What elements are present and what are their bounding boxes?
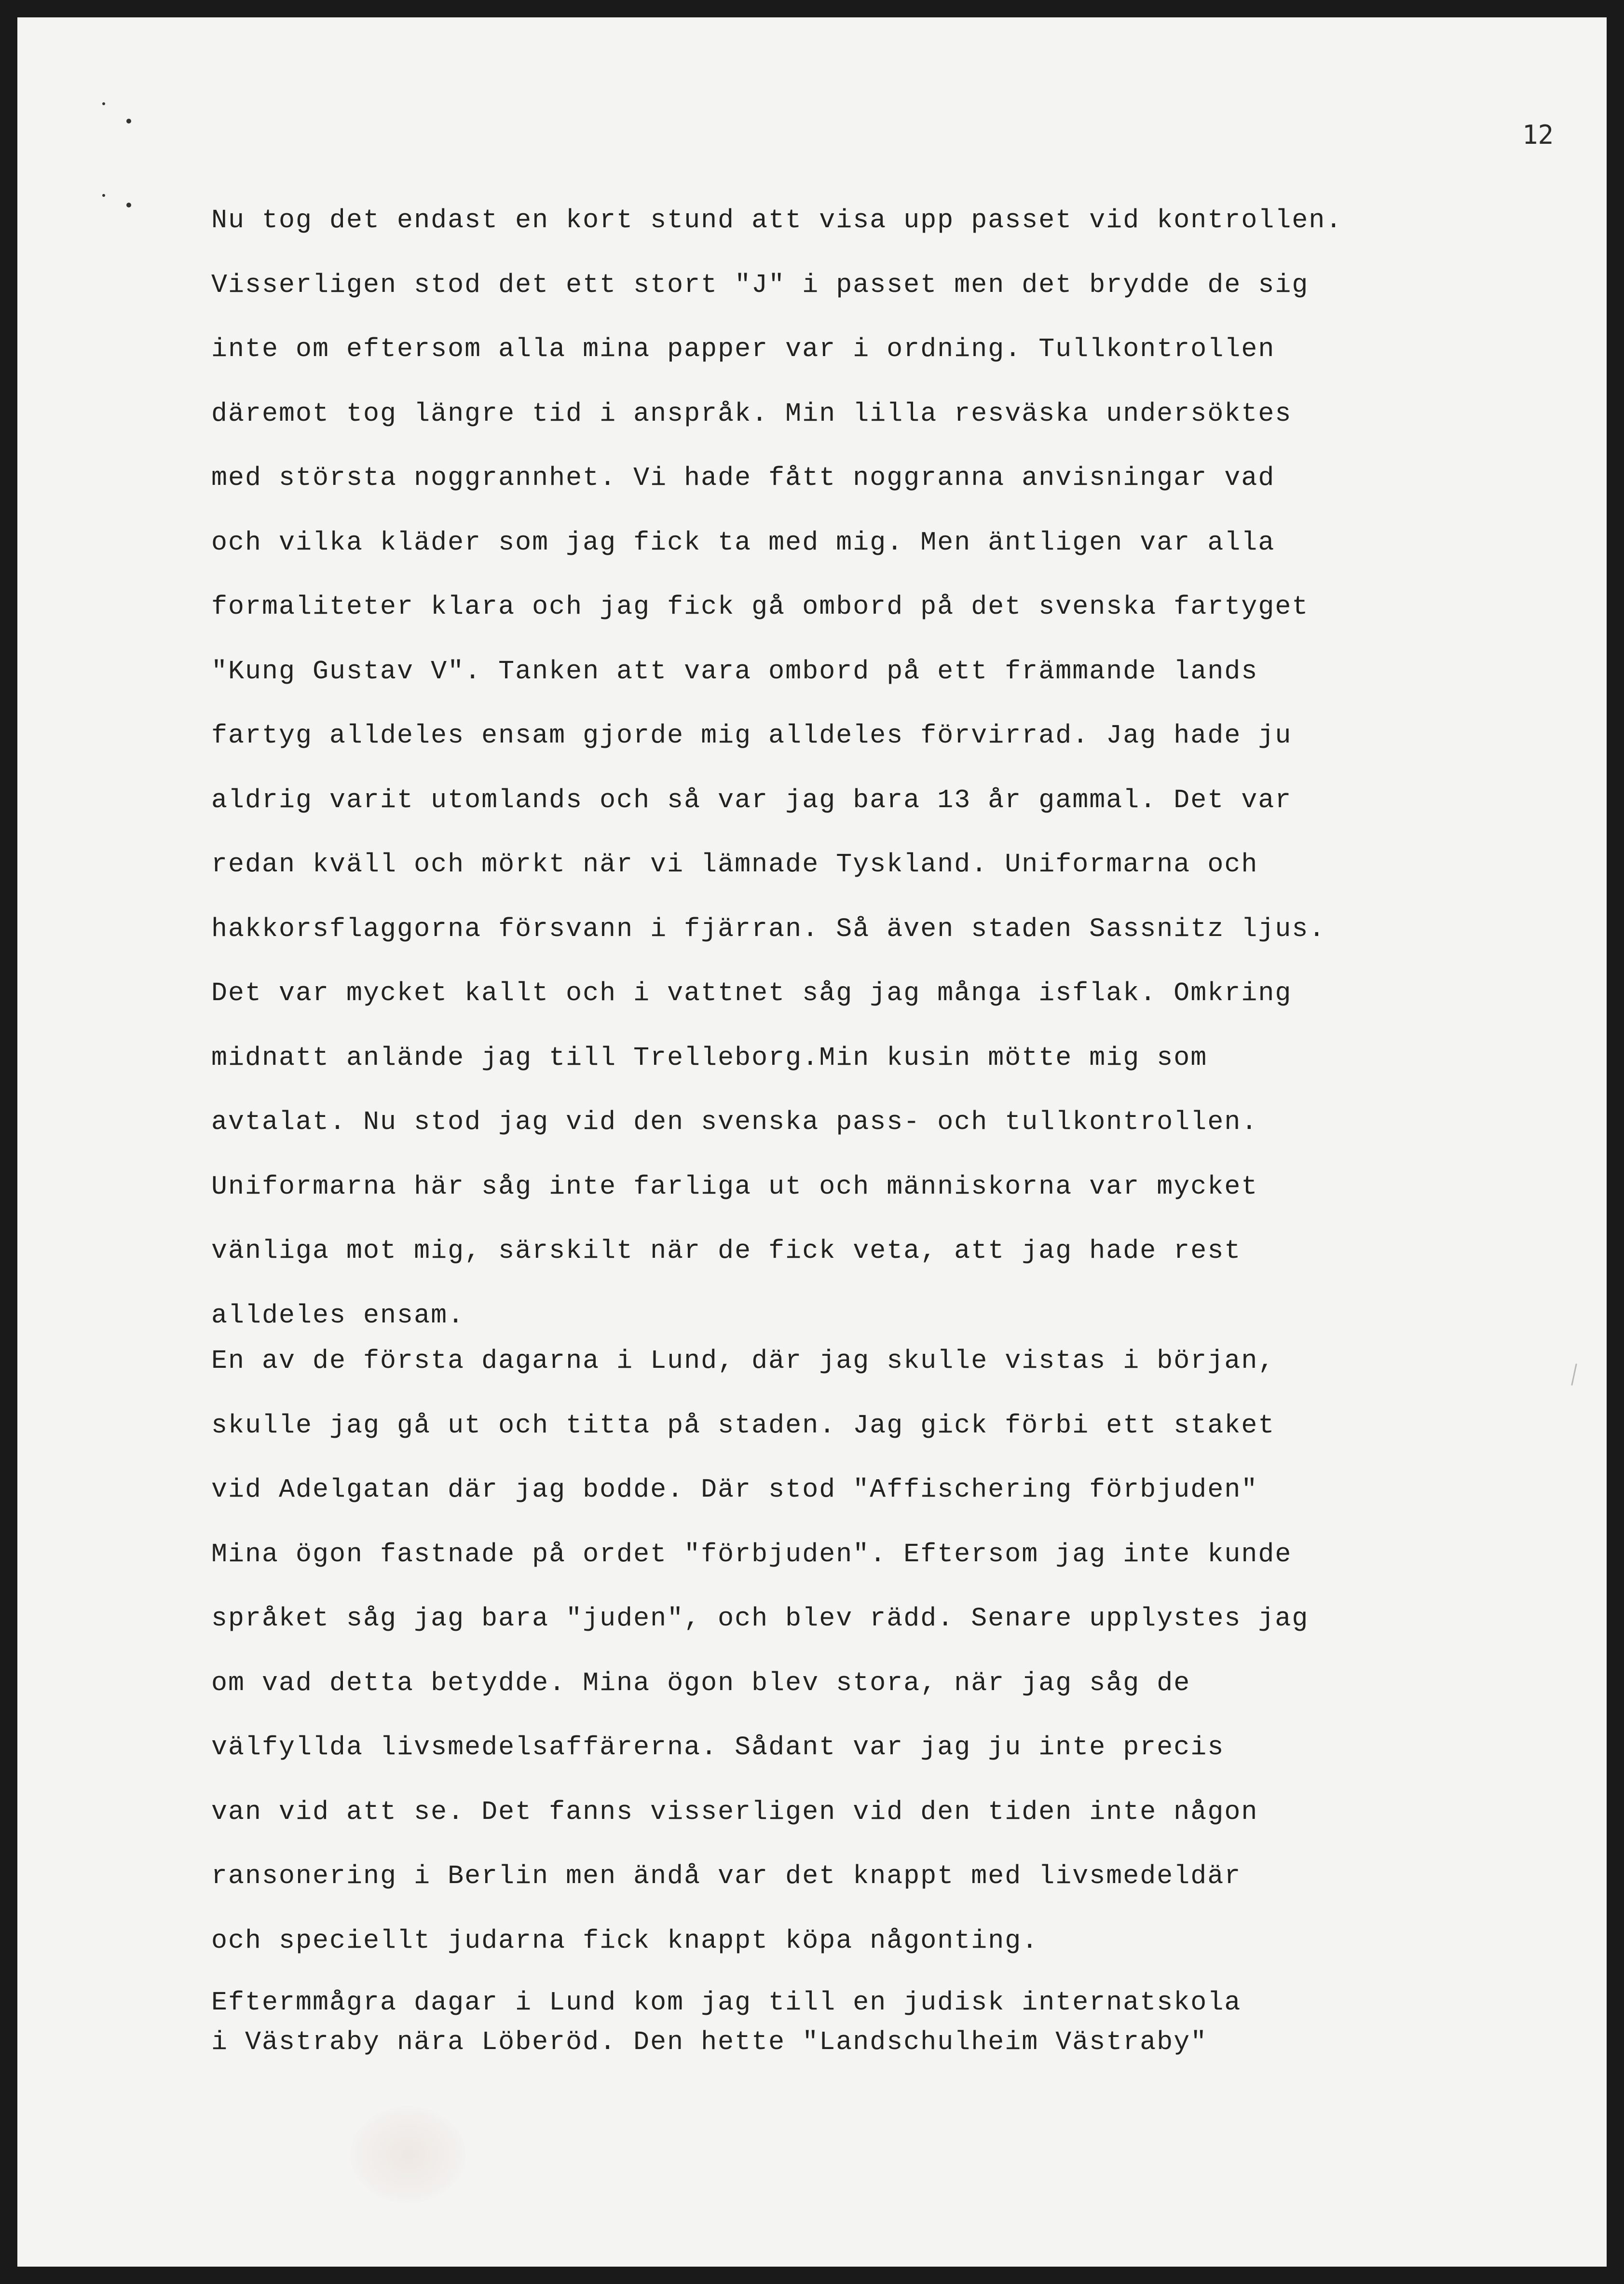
paragraph-3 — [211, 1983, 1514, 2062]
text-line: ransonering i Berlin men ändå var det knappt med livsmedeldär — [211, 1861, 1242, 1891]
text-line: Mina ögon fastnade på ordet "förbjuden". Eftersom jag inte kunde — [211, 1539, 1292, 1569]
text-line: alldeles ensam. — [211, 1300, 465, 1331]
document-page — [17, 17, 1607, 2267]
margin-mark — [126, 119, 131, 124]
margin-mark — [102, 102, 105, 105]
text-line: fartyg alldeles ensam gjorde mig alldeles förvirrad. Jag hade ju — [211, 720, 1292, 751]
page-number: 12 — [1522, 120, 1554, 150]
text-line: språket såg jag bara "juden", och blev rädd. Senare upplystes jag — [211, 1603, 1309, 1634]
text-line: Nu tog det endast en kort stund att visa upp passet vid kontrollen. — [211, 205, 1343, 235]
faded-stamp-bleedthrough — [350, 2106, 466, 2203]
margin-mark — [102, 194, 105, 197]
text-line: inte om eftersom alla mina papper var i ordning. Tullkontrollen — [211, 334, 1275, 364]
text-line: och vilka kläder som jag fick ta med mig. Men äntligen var alla — [211, 527, 1275, 558]
text-line: van vid att se. Det fanns visserligen vid den tiden inte någon — [211, 1796, 1258, 1827]
text-line: midnatt anlände jag till Trelleborg.Min kusin mötte mig som — [211, 1042, 1208, 1073]
text-line: formaliteter klara och jag fick gå ombord på det svenska fartyget — [211, 592, 1309, 622]
text-line: hakkorsflaggorna försvann i fjärran. Så även staden Sassnitz ljus. — [211, 913, 1326, 944]
paragraph-2 — [211, 1329, 1514, 1973]
text-line: om vad detta betydde. Mina ögon blev stora, när jag såg de — [211, 1667, 1191, 1698]
text-line: aldrig varit utomlands och så var jag bara 13 år gammal. Det var — [211, 784, 1292, 815]
text-line: med största noggrannhet. Vi hade fått noggranna anvisningar vad — [211, 463, 1275, 493]
text-line: Visserligen stod det ett stort "J" i passet men det brydde de sig — [211, 269, 1309, 300]
pencil-mark — [1571, 1363, 1577, 1386]
text-line: vid Adelgatan där jag bodde. Där stod "Affischering förbjuden" — [211, 1474, 1258, 1505]
text-line: Uniformarna här såg inte farliga ut och människorna var mycket — [211, 1171, 1258, 1202]
text-line: däremot tog längre tid i anspråk. Min lilla resväska undersöktes — [211, 398, 1292, 429]
text-line: En av de första dagarna i Lund, där jag skulle vistas i början, — [211, 1346, 1275, 1376]
text-line: avtalat. Nu stod jag vid den svenska pass- och tullkontrollen. — [211, 1107, 1258, 1137]
text-line: välfyllda livsmedelsaffärerna. Sådant var jag ju inte precis — [211, 1732, 1225, 1762]
text-line: "Kung Gustav V". Tanken att vara ombord på ett främmande lands — [211, 656, 1258, 687]
text-line: Det var mycket kallt och i vattnet såg jag många isflak. Omkring — [211, 978, 1292, 1008]
text-line: i Västraby nära Löberöd. Den hette "Landschulheim Västraby" — [211, 2027, 1208, 2057]
text-line: och speciellt judarna fick knappt köpa någonting. — [211, 1925, 1039, 1956]
margin-mark — [126, 203, 131, 207]
paragraph-1 — [211, 188, 1514, 1348]
text-line: redan kväll och mörkt när vi lämnade Tyskland. Uniformarna och — [211, 849, 1258, 880]
text-line: Eftermmågra dagar i Lund kom jag till en judisk internatskola — [211, 1987, 1242, 2018]
text-line: vänliga mot mig, särskilt när de fick veta, att jag hade rest — [211, 1236, 1242, 1266]
text-line: skulle jag gå ut och titta på staden. Jag gick förbi ett staket — [211, 1410, 1275, 1441]
